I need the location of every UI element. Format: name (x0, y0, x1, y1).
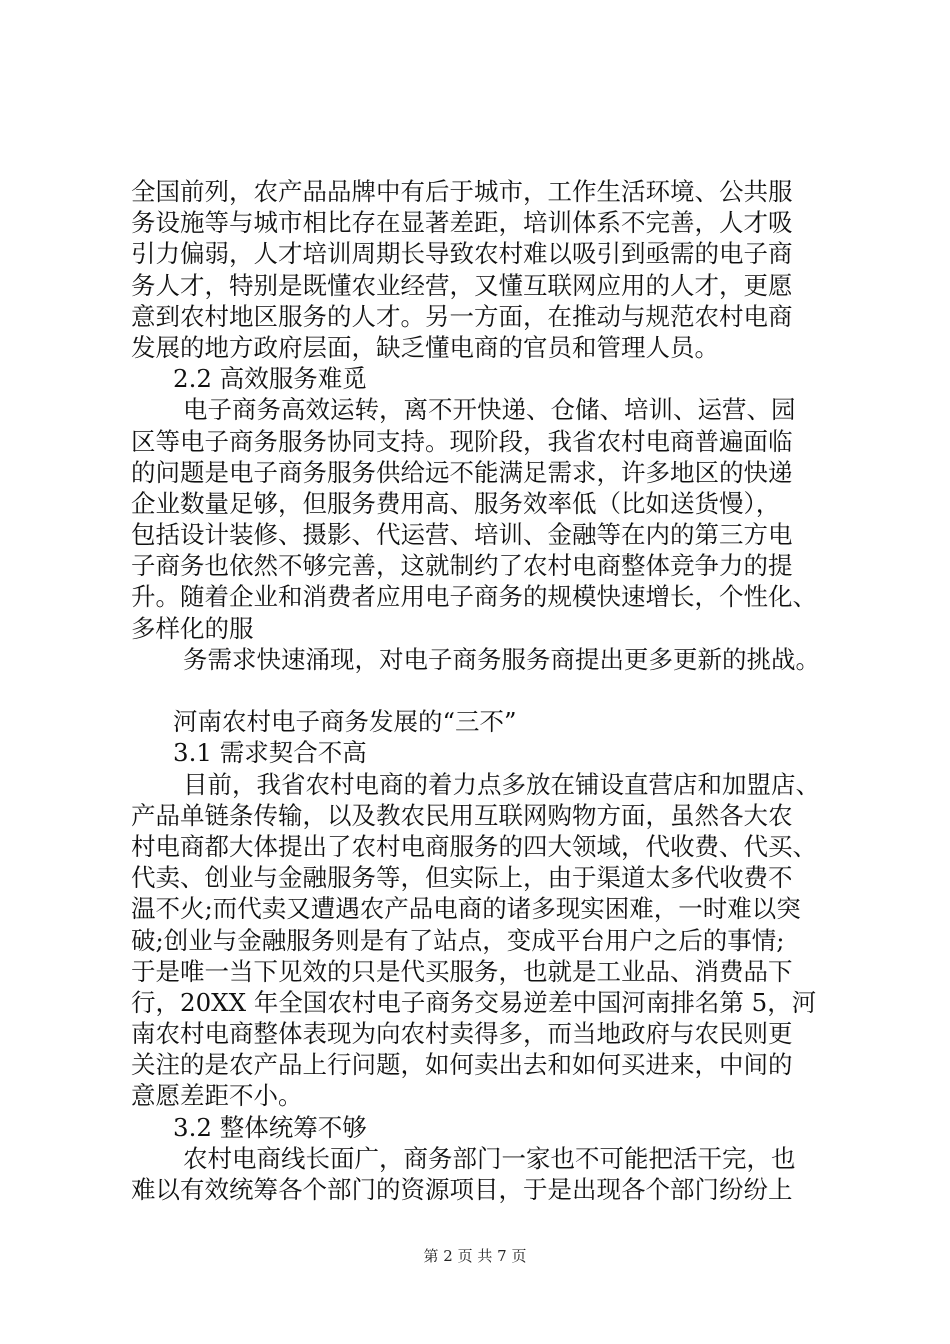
text-line: 3.2 整体统筹不够 (173, 1112, 367, 1142)
text-line: 升。随着企业和消费者应用电子商务的规模快速增长，个性化、 (131, 582, 817, 612)
text-line: 3.1 需求契合不高 (173, 738, 367, 768)
text-line: 温不火;而代卖又遭遇农产品电商的诸多现实困难，一时难以突 (131, 894, 801, 924)
text-line: 子商务也依然不够完善，这就制约了农村电商整体竞争力的提 (131, 551, 793, 581)
text-line: 意到农村地区服务的人才。另一方面，在推动与规范农村电商 (131, 301, 793, 331)
text-line: 电子商务高效运转，离不开快递、仓储、培训、运营、园 (183, 395, 796, 425)
text-line: 多样化的服 (131, 613, 254, 643)
text-line: 发展的地方政府层面，缺乏懂电商的官员和管理人员。 (131, 332, 719, 362)
text-line: 引力偏弱，人才培训周期长导致农村难以吸引到亟需的电子商 (131, 239, 793, 269)
text-line: 难以有效统筹各个部门的资源项目，于是出现各个部门纷纷上 (131, 1175, 793, 1204)
text-line: 意愿差距不小。 (131, 1081, 303, 1111)
document-body (131, 176, 831, 1205)
text-line: 产品单链条传输，以及教农民用互联网购物方面，虽然各大农 (131, 800, 793, 830)
text-line: 全国前列，农产品品牌中有后于城市，工作生活环境、公共服 (131, 177, 793, 206)
text-line: 包括设计装修、摄影、代运营、培训、金融等在内的第三方电 (131, 520, 793, 550)
text-line: 代卖、创业与金融服务等，但实际上，由于渠道太多代收费不 (131, 863, 793, 893)
text-line: 务需求快速涌现，对电子商务服务商提出更多更新的挑战。 (183, 644, 820, 674)
text-line: 河南农村电子商务发展的“三不” (173, 707, 517, 737)
text-line: 2.2 高效服务难觅 (173, 364, 367, 394)
text-line: 务人才，特别是既懂农业经营，又懂互联网应用的人才，更愿 (131, 270, 793, 300)
text-line: 区等电子商务服务协同支持。现阶段，我省农村电商普遍面临 (131, 426, 793, 456)
text-line: 务设施等与城市相比存在显著差距，培训体系不完善，人才吸 (131, 208, 793, 238)
blank-line (131, 675, 831, 706)
text-line: 关注的是农产品上行问题，如何卖出去和如何买进来，中间的 (131, 1050, 793, 1080)
text-line: 目前，我省农村电商的着力点多放在铺设直营店和加盟店、 (183, 769, 820, 799)
text-line: 行，20XX 年全国农村电子商务交易逆差中国河南排名第 5，河 (131, 987, 817, 1017)
text-line: 破;创业与金融服务则是有了站点，变成平台用户之后的事情; (131, 925, 785, 955)
text-line: 企业数量足够，但服务费用高、服务效率低（比如送货慢）， (131, 488, 781, 518)
text-line: 的问题是电子商务服务供给远不能满足需求，许多地区的快递 (131, 457, 793, 487)
text-line: 农村电商线长面广，商务部门一家也不可能把活干完，也 (183, 1143, 796, 1173)
page-footer: 第 2 页 共 7 页 (423, 1247, 527, 1265)
text-line: 村电商都大体提出了农村电商服务的四大领域，代收费、代买、 (131, 831, 817, 861)
text-line: 南农村电商整体表现为向农村卖得多，而当地政府与农民则更 (131, 1019, 793, 1049)
text-line: 于是唯一当下见效的只是代买服务，也就是工业品、消费品下 (131, 956, 793, 986)
